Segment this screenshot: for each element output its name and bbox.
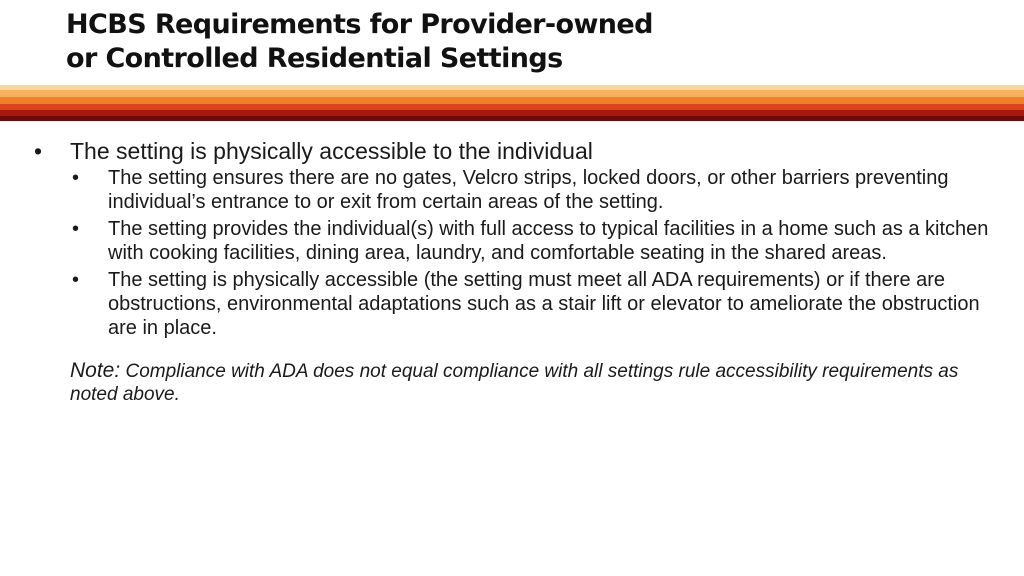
bullet-icon: • xyxy=(34,138,43,164)
main-bullet xyxy=(0,137,1024,166)
sub-bullet-text: The setting ensures there are no gates, Velcro strips, locked doors, or other barriers preventing individual’s entrance to or exit from certain areas of the setting. xyxy=(108,167,949,213)
note-paragraph xyxy=(70,359,994,406)
slide-content xyxy=(0,137,1024,406)
bullet-icon: • xyxy=(72,269,80,291)
sub-bullet xyxy=(0,268,1024,340)
sub-bullet-text: The setting is physically accessible (the setting must meet all ADA requirements) or if there are obstructions, environmental adaptations such as a stair lift or elevator to ameliorate the obstruction are in place. xyxy=(108,269,980,339)
slide-title-line-1: HCBS Requirements for Provider-owned xyxy=(66,9,653,40)
decorative-stripe-band xyxy=(0,85,1024,121)
bullet-icon: • xyxy=(72,218,80,240)
sub-bullet-list xyxy=(0,166,1024,340)
note-label: Note: xyxy=(70,359,121,382)
stripe-2 xyxy=(0,90,1024,97)
sub-bullet xyxy=(0,217,1024,265)
sub-bullet-text: The setting provides the individual(s) with full access to typical facilities in a home such as a kitchen with cooking facilities, dining area, laundry, and comfortable seating in the shared areas. xyxy=(108,218,989,264)
main-bullet-text: The setting is physically accessible to the individual xyxy=(70,138,593,164)
bullet-icon: • xyxy=(72,167,80,189)
sub-bullet xyxy=(0,166,1024,214)
slide-title-line-2: or Controlled Residential Settings xyxy=(66,43,563,74)
slide-title xyxy=(66,8,653,76)
stripe-6 xyxy=(0,116,1024,121)
note-text: Compliance with ADA does not equal compliance with all settings rule accessibility requirements as noted above. xyxy=(70,361,959,405)
stripe-3 xyxy=(0,97,1024,104)
